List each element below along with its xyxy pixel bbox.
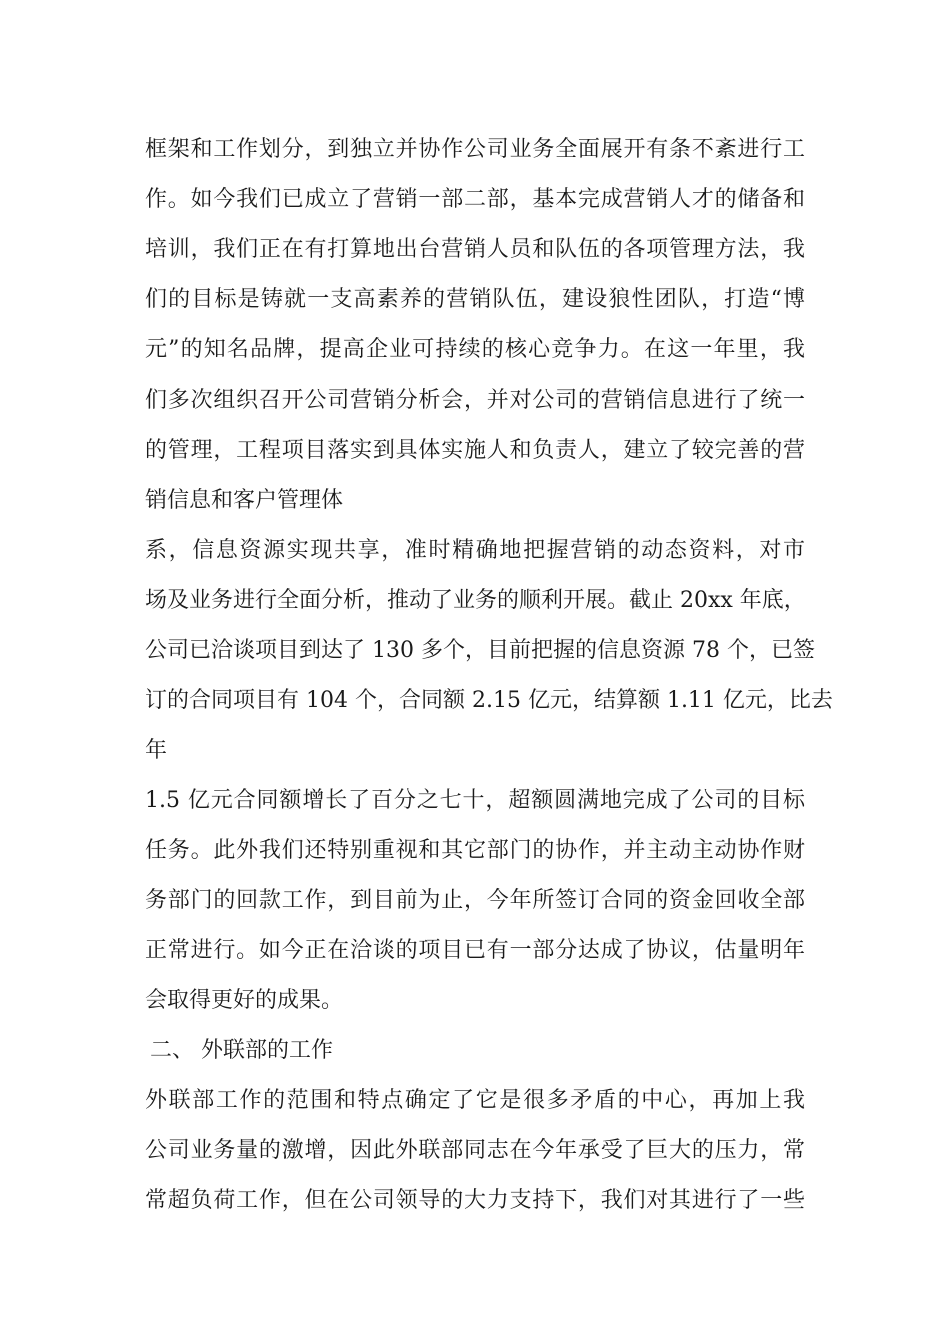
text-line: 框架和工作划分，到独立并协作公司业务全面展开有条不紊进行工	[145, 137, 805, 162]
text-line: 务部门的回款工作，到目前为止，今年所签订合同的资金回收全部	[145, 888, 805, 913]
text-line: 们多次组织召开公司营销分析会，并对公司的营销信息进行了统一	[145, 388, 805, 413]
text-line: 会取得更好的成果。	[145, 988, 344, 1013]
text-line: 销信息和客户管理体	[145, 488, 344, 513]
text-line: 常超负荷工作，但在公司领导的大力支持下，我们对其进行了一些	[145, 1188, 805, 1213]
text-line: 订的合同项目有 104 个，合同额 2.15 亿元，结算额 1.11 亿元，比去	[145, 688, 833, 713]
text-line: 作。如今我们已成立了营销一部二部，基本完成营销人才的储备和	[145, 187, 805, 212]
text-line: 公司业务量的激增，因此外联部同志在今年承受了巨大的压力，常	[145, 1138, 805, 1163]
text-line: 的管理，工程项目落实到具体实施人和负责人，建立了较完善的营	[145, 438, 805, 463]
text-line: 系，信息资源实现共享，准时精确地把握营销的动态资料，对市	[145, 538, 805, 563]
text-line: 正常进行。如今正在洽谈的项目已有一部分达成了协议，估量明年	[145, 938, 805, 963]
text-line: 们的目标是铸就一支高素养的营销队伍，建设狼性团队，打造“博	[145, 287, 805, 312]
text-line: 场及业务进行全面分析，推动了业务的顺利开展。截止 20xx 年底，	[145, 588, 806, 613]
text-line: 公司已洽谈项目到达了 130 多个，目前把握的信息资源 78 个，已签	[145, 638, 815, 663]
text-line: 元”的知名品牌，提高企业可持续的核心竞争力。在这一年里，我	[145, 337, 805, 362]
text-line: 年	[145, 738, 168, 763]
text-line: 任务。此外我们还特别重视和其它部门的协作，并主动主动协作财	[145, 838, 805, 863]
section-heading: 二、 外联部的工作	[150, 1038, 333, 1063]
text-line: 外联部工作的范围和特点确定了它是很多矛盾的中心，再加上我	[145, 1088, 805, 1113]
text-line: 培训，我们正在有打算地出台营销人员和队伍的各项管理方法，我	[145, 237, 805, 262]
text-line: 1.5 亿元合同额增长了百分之七十，超额圆满地完成了公司的目标	[145, 788, 805, 813]
